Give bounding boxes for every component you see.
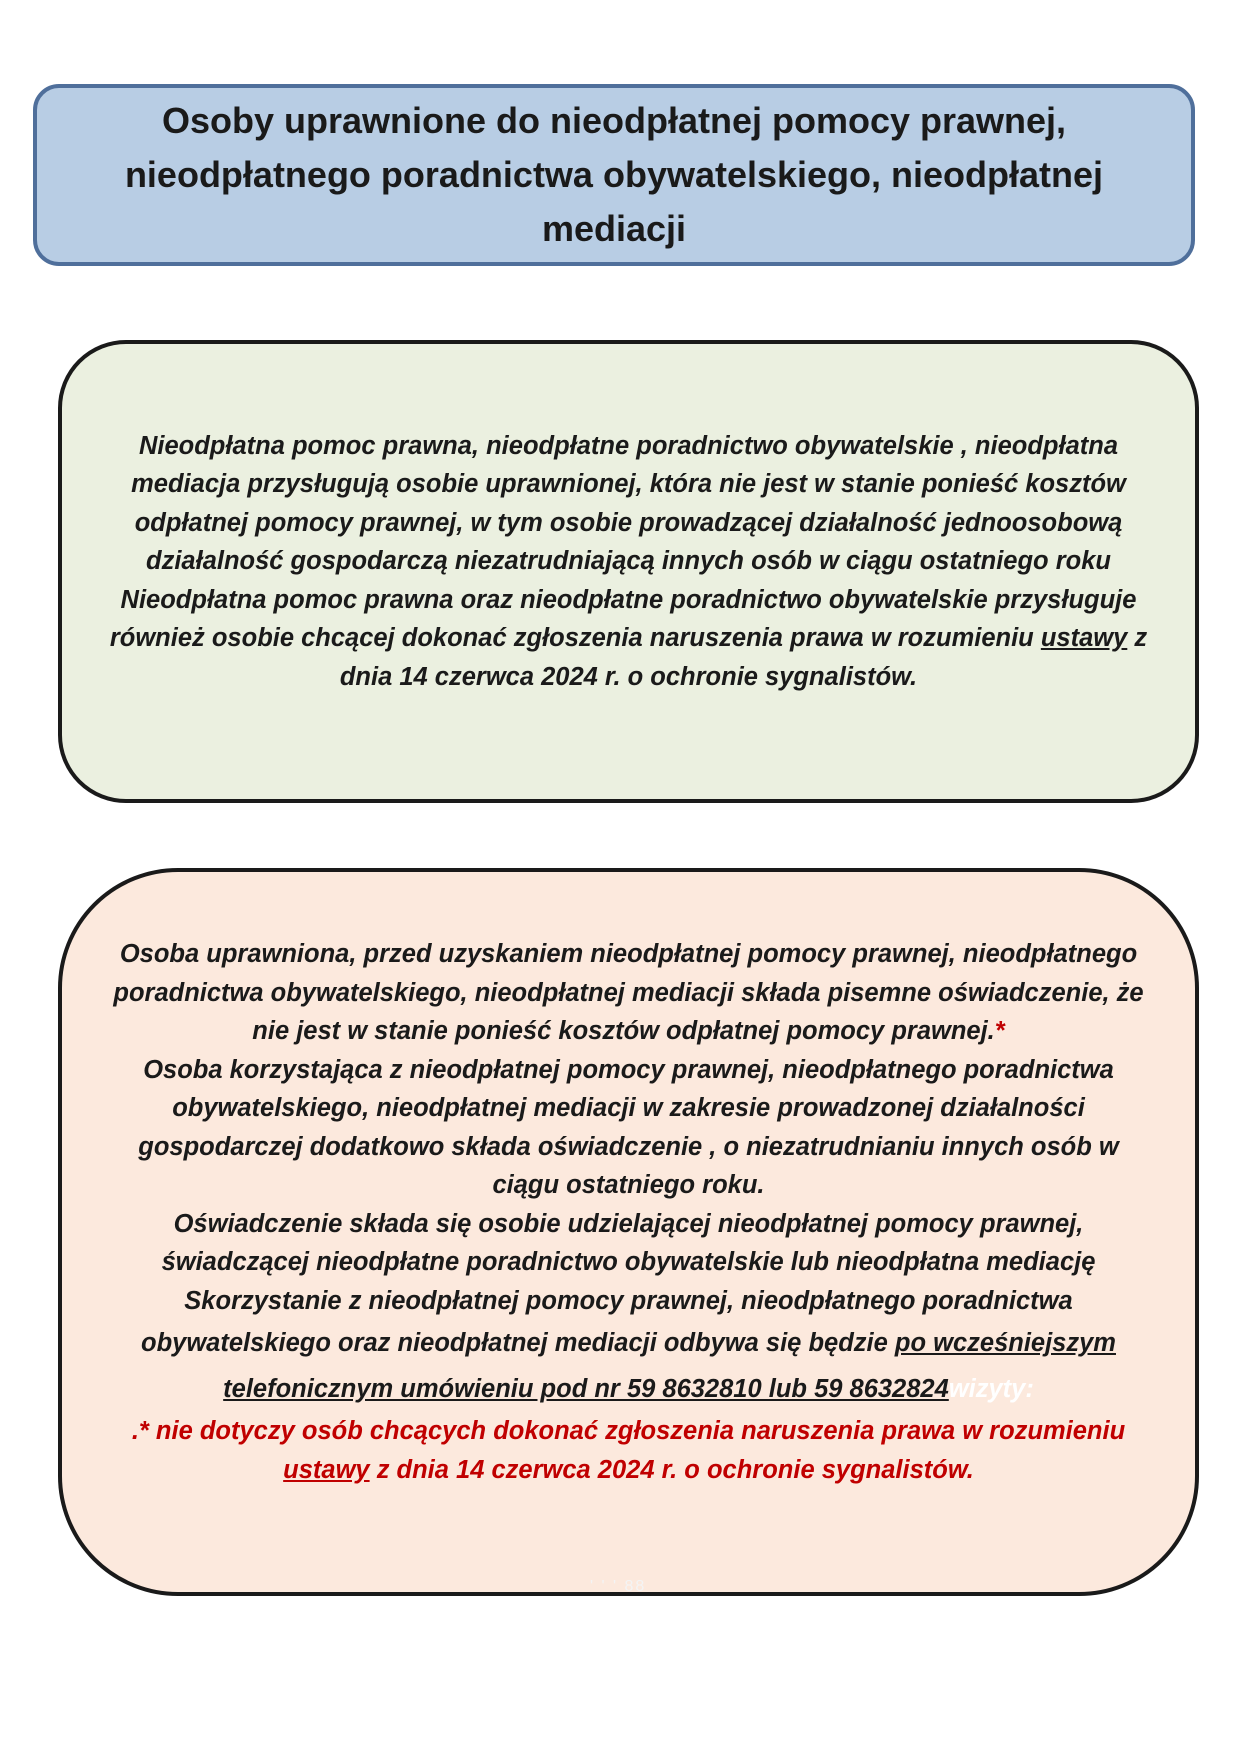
asterisk-marker: *	[994, 1017, 1005, 1045]
declaration-text: Osoba uprawniona, przed uzyskaniem nieodpłatnej pomocy prawnej, nieodpłatnego poradnictwa obywatelskiego, nieodpłatnej mediacji składa pisemne oświadczenie, że nie jest w stanie ponieść kosztów odpłatnej pomocy prawnej.	[113, 940, 1144, 1045]
exception-note	[102, 1412, 1155, 1489]
act-link[interactable]: ustawy	[1040, 624, 1128, 653]
business-declaration-paragraph: Osoba korzystająca z nieodpłatnej pomocy prawnej, nieodpłatnego poradnictwa obywatelskiego, nieodpłatnej mediacji w zakresie prowadzonej działalności gospodarczej dodatkowo składa oświadczenie , o niezatrudnianiu innych osób w ciągu ostatniego roku.	[138, 1055, 1119, 1199]
title-box	[33, 84, 1195, 266]
exception-text-after: z dnia 14 czerwca 2024 r. o ochronie sygnalistów.	[369, 1455, 974, 1484]
title-line-1: Osoby uprawnione do nieodpłatnej pomocy prawnej,	[161, 100, 1067, 141]
eligibility-paragraph: Nieodpłatna pomoc prawna, nieodpłatne poradnictwo obywatelskie , nieodpłatna mediacja przysługują osobie uprawnionej, która nie jest w stanie ponieść kosztów odpłatnej pomocy prawnej, w tym osobie prowadzącej działalność jednoosobową działalność gospodarczą niezatrudniającą innych osób w ciągu ostatniego roku	[131, 431, 1126, 576]
exception-text-before: .* nie dotyczy osób chcących dokonać zgłoszenia naruszenia prawa w rozumieniu	[131, 1417, 1126, 1445]
title-line-3: mediacji	[541, 208, 687, 249]
hidden-visit-text: wizyty:	[948, 1375, 1034, 1403]
footer-watermark: ' ' ' 88	[590, 1578, 647, 1595]
appointment-text: Skorzystanie z nieodpłatnej pomocy prawnej, nieodpłatnego poradnictwa obywatelskiego oraz nieodpłatnej mediacji odbywa się będzie	[141, 1286, 1073, 1357]
title-line-2: nieodpłatnego poradnictwa obywatelskiego, nieodpłatnej	[124, 154, 1104, 195]
declaration-box	[58, 868, 1199, 1596]
phone-appointment-link[interactable]: po wcześniejszym telefonicznym umówieniu pod nr 59 8632810 lub 59 8632824	[223, 1329, 1116, 1403]
declaration-recipient-paragraph: Oświadczenie składa się osobie udzielającej nieodpłatnej pomocy prawnej, świadczącej nieodpłatne poradnictwo obywatelskie lub nieodpłatna mediację	[161, 1209, 1096, 1276]
page-title	[125, 94, 1103, 256]
whistleblower-text-before: Nieodpłatna pomoc prawna oraz nieodpłatne poradnictwo obywatelskie przysługuje również osobie chcącej dokonać zgłoszenia naruszenia prawa w rozumieniu	[109, 585, 1137, 653]
appointment-paragraph	[102, 1282, 1155, 1413]
eligibility-box	[58, 340, 1199, 803]
whistleblower-text-after: z dnia 14 czerwca 2024 r. o ochronie sygnalistów.	[339, 624, 1148, 691]
declaration-paragraph	[102, 935, 1155, 1051]
act-link-note[interactable]: ustawy	[283, 1455, 370, 1484]
whistleblower-paragraph	[102, 581, 1155, 697]
